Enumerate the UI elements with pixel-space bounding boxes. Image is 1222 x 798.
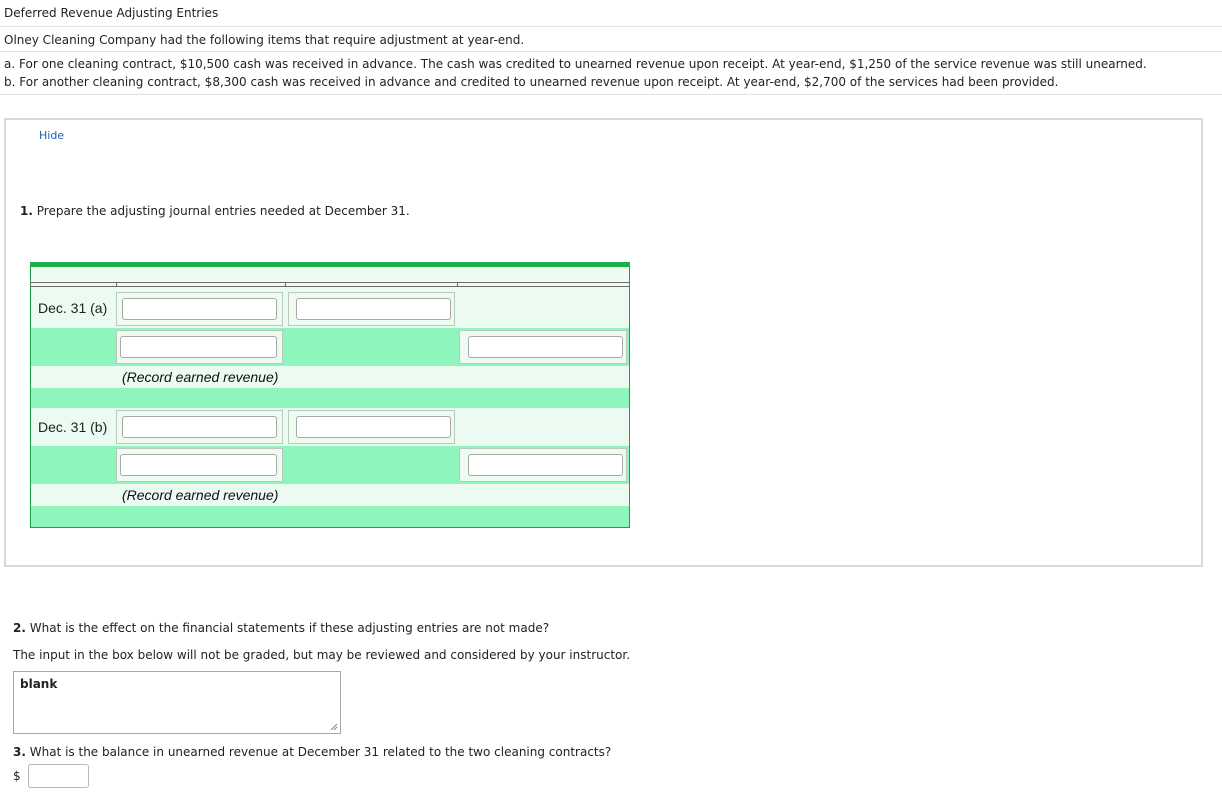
column-divider [285, 282, 286, 287]
question-1 [20, 204, 410, 218]
resize-handle-icon[interactable] [330, 723, 338, 731]
question-2-text: What is the effect on the financial statements if these adjusting entries are not made? [29, 621, 550, 635]
entry-b-note: (Record earned revenue) [122, 487, 279, 503]
entry-a-credit-amount-input[interactable] [468, 336, 623, 358]
journal-row-spacer [31, 388, 629, 408]
entry-b-date: Dec. 31 (b) [38, 419, 108, 435]
question-1-number: 1. [20, 204, 33, 218]
journal-row [31, 484, 629, 506]
divider [0, 26, 1222, 27]
item-a [4, 57, 1147, 71]
entry-a-credit-account-input[interactable] [120, 336, 277, 358]
divider [0, 94, 1222, 95]
entry-a-note: (Record earned revenue) [122, 369, 279, 385]
question-1-text: Prepare the adjusting journal entries needed at December 31. [36, 204, 410, 218]
column-divider [116, 282, 117, 287]
item-a-prefix: a. [4, 57, 16, 71]
problem-intro: Olney Cleaning Company had the following items that require adjustment at year-end. [4, 33, 525, 47]
journal-header-rule [30, 282, 630, 283]
item-a-text: For one cleaning contract, $10,500 cash was received in advance. The cash was credited to unearned revenue upon receipt. At year-end, $1,250 of the service revenue was still unearned. [19, 57, 1147, 71]
question-2 [13, 621, 549, 635]
question-2-note: The input in the box below will not be graded, but may be reviewed and considered by your instructor. [13, 648, 631, 662]
unearned-revenue-balance-input[interactable] [28, 764, 89, 788]
entry-b-debit-amount-input[interactable] [296, 416, 451, 438]
question-3-text: What is the balance in unearned revenue at December 31 related to the two cleaning contracts? [29, 745, 612, 759]
currency-symbol: $ [13, 769, 21, 783]
hide-link[interactable]: Hide [39, 129, 65, 142]
entry-b-debit-account-input[interactable] [122, 416, 277, 438]
question-3-number: 3. [13, 745, 26, 759]
journal-row [31, 366, 629, 388]
journal-row-spacer [31, 506, 629, 527]
entry-a-debit-account-input[interactable] [122, 298, 277, 320]
item-b-prefix: b. [4, 75, 16, 89]
page-title: Deferred Revenue Adjusting Entries [4, 6, 219, 20]
entry-a-date: Dec. 31 (a) [38, 300, 108, 316]
journal-header-rule [30, 286, 630, 287]
journal-header-bar [30, 262, 630, 267]
entry-b-credit-account-input[interactable] [120, 454, 277, 476]
item-b [4, 75, 1058, 89]
question-3 [13, 745, 611, 759]
entry-b-credit-amount-input[interactable] [468, 454, 623, 476]
question-2-answer-textarea[interactable] [13, 671, 341, 734]
question-2-number: 2. [13, 621, 26, 635]
column-divider [457, 282, 458, 287]
divider [0, 51, 1222, 52]
question-2-answer-text: blank [20, 677, 58, 691]
item-b-text: For another cleaning contract, $8,300 cash was received in advance and credited to unearned revenue upon receipt. At year-end, $2,700 of the services had been provided. [19, 75, 1059, 89]
entry-a-debit-amount-input[interactable] [296, 298, 451, 320]
